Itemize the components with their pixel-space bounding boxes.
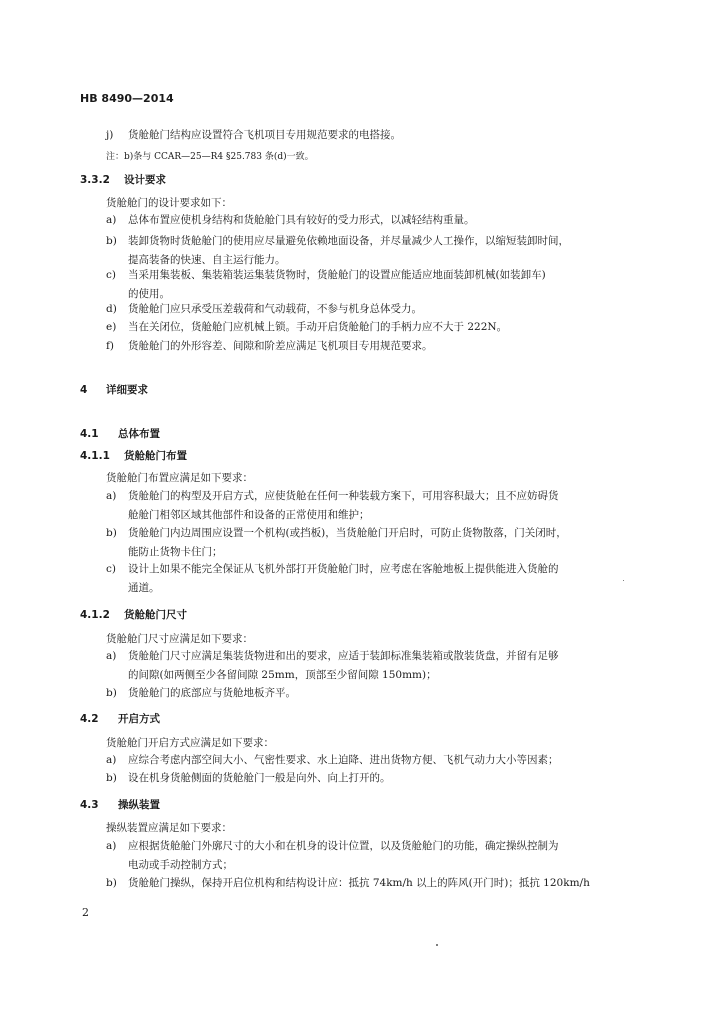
item-text: 货舱舱门尺寸应满足集装货物进和出的要求，应适于装卸标准集装箱或散装货盘，并留有足够 <box>128 650 559 662</box>
item-text-cont: 通道。 <box>128 582 160 594</box>
item-mark: f) <box>106 340 114 352</box>
item-text-cont: 的间隙(如两侧至少各留间隙 25mm，顶部至少留间隙 150mm)； <box>128 669 437 681</box>
section-title: 操纵装置 <box>118 799 160 811</box>
item-mark: d) <box>106 303 117 315</box>
item-mark: c) <box>106 563 116 575</box>
section-heading-4-1 <box>80 426 160 441</box>
item-mark: a) <box>106 490 117 502</box>
item-text: 设在机身货舱侧面的货舱舱门一般是向外、向上打开的。 <box>128 772 391 784</box>
section-number: 4.3 <box>80 799 99 811</box>
section-heading-4-3 <box>80 797 160 812</box>
item-mark: b) <box>106 235 117 247</box>
item-text: 总体布置应使机身结构和货舱舱门具有较好的受力形式，以减轻结构重量。 <box>128 214 475 226</box>
section-number: 4.1.2 <box>80 609 110 621</box>
item-mark: a) <box>106 650 117 662</box>
item-text: 货舱舱门结构应设置符合飞机项目专用规范要求的电搭接。 <box>128 129 401 141</box>
section-heading-4-1-1 <box>80 448 187 463</box>
item-mark: b) <box>106 527 117 539</box>
section-number: 3.3.2 <box>80 174 110 186</box>
section-heading-3-3-2 <box>80 172 166 187</box>
item-mark: c) <box>106 269 116 281</box>
section-intro: 货舱舱门布置应满足如下要求： <box>106 472 253 484</box>
section-title: 开启方式 <box>118 713 160 725</box>
item-text: 货舱舱门应只承受压差载荷和气动载荷，不参与机身总体受力。 <box>128 303 422 315</box>
item-text-cont: 的使用。 <box>128 288 170 300</box>
item-text: 货舱舱门操纵，保持开启位机构和结构设计应：抵抗 74km/h 以上的阵风(开门时)；抵抗 120km/h <box>128 877 590 889</box>
item-text: 应根据货舱舱门外廓尺寸的大小和在机身的设计位置，以及货舱舱门的功能，确定操纵控制为 <box>128 840 559 852</box>
section-intro: 货舱舱门的设计要求如下： <box>106 197 232 209</box>
section-intro: 货舱舱门尺寸应满足如下要求： <box>106 633 253 645</box>
item-text: 设计上如果不能完全保证从飞机外部打开货舱舱门时，应考虑在客舱地板上提供能进入货舱的 <box>128 563 559 575</box>
scan-speck <box>436 944 438 946</box>
section-number: 4.2 <box>80 713 99 725</box>
item-text: 货舱舱门内边周围应设置一个机构(或挡板)，当货舱舱门开启时，可防止货物散落，门关闭时， <box>128 527 567 539</box>
section-intro: 操纵装置应满足如下要求： <box>106 822 232 834</box>
page-number: 2 <box>82 906 89 919</box>
item-text: 货舱舱门的外形容差、间隙和阶差应满足飞机项目专用规范要求。 <box>128 340 433 352</box>
item-mark: a) <box>106 214 117 226</box>
section-title: 设计要求 <box>124 174 166 186</box>
section-number: 4.1.1 <box>80 450 110 462</box>
item-text: 货舱舱门的底部应与货舱地板齐平。 <box>128 687 296 699</box>
item-text-cont: 能防止货物卡住门； <box>128 546 223 558</box>
section-number: 4.1 <box>80 428 99 440</box>
item-mark: b) <box>106 687 117 699</box>
section-number: 4 <box>80 384 88 396</box>
item-text: 装卸货物时货舱舱门的使用应尽量避免依赖地面设备，并尽量减少人工操作，以缩短装卸时间， <box>128 235 569 247</box>
item-mark: b) <box>106 877 117 889</box>
item-mark: a) <box>106 840 117 852</box>
item-mark: e) <box>106 321 117 333</box>
section-title: 货舱舱门尺寸 <box>124 609 187 621</box>
item-mark: a) <box>106 754 117 766</box>
item-text-cont: 提高装备的快速、自主运行能力。 <box>128 254 286 266</box>
item-text-cont: 电动或手动控制方式； <box>128 859 233 871</box>
section-heading-4-1-2 <box>80 607 187 622</box>
section-intro: 货舱舱门开启方式应满足如下要求： <box>106 737 274 749</box>
note-text: 注：b)条与 CCAR—25—R4 §25.783 条(d)一致。 <box>106 152 314 162</box>
item-mark: j) <box>106 129 114 141</box>
standard-id: HB 8490—2014 <box>80 92 174 105</box>
section-title: 详细要求 <box>106 384 148 396</box>
scan-speck <box>623 580 624 581</box>
section-heading-4 <box>80 382 148 397</box>
item-text: 当采用集装板、集装箱装运集装货物时，货舱舱门的设置应能适应地面装卸机械(如装卸车) <box>128 269 546 281</box>
item-text: 当在关闭位，货舱舱门应机械上锁。手动开启货舱舱门的手柄力应不大于 222N。 <box>128 321 508 333</box>
item-text: 货舱舱门的构型及开启方式，应使货舱在任何一种装载方案下，可用容积最大；且不应妨碍货 <box>128 490 559 502</box>
section-heading-4-2 <box>80 711 160 726</box>
item-text-cont: 舱舱门相邻区域其他部件和设备的正常使用和维护； <box>128 509 370 521</box>
item-text: 应综合考虑内部空间大小、气密性要求、水上迫降、进出货物方便、飞机气动力大小等因素； <box>128 754 559 766</box>
section-title: 总体布置 <box>118 428 160 440</box>
item-mark: b) <box>106 772 117 784</box>
section-title: 货舱舱门布置 <box>124 450 187 462</box>
